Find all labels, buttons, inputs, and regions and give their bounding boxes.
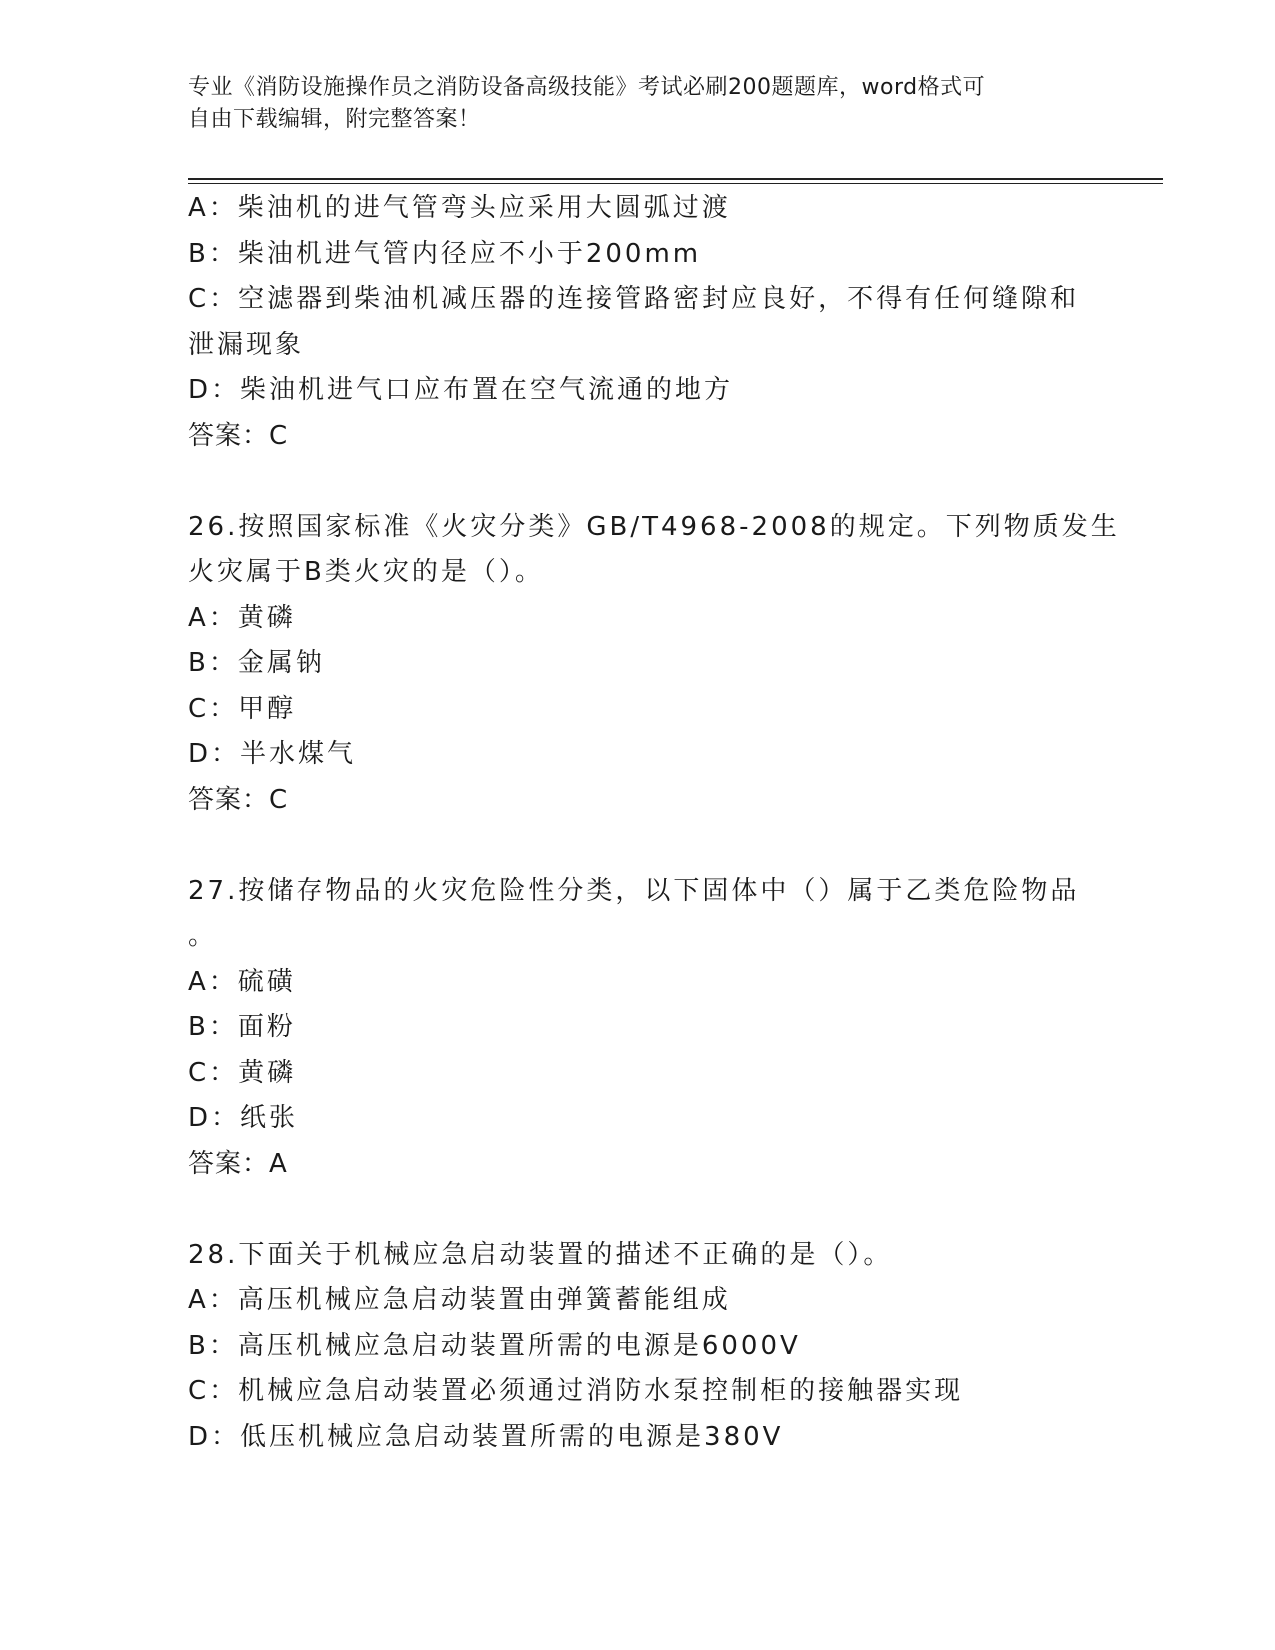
q27-stem-line-1: 27.按储存物品的火灾危险性分类，以下固体中（）属于乙类危险物品 [188,875,1080,906]
header-line-1: 专业《消防设施操作员之消防设备高级技能》考试必刷200题题库，word格式可 [188,75,986,100]
q27-option-d: D：纸张 [188,1103,299,1133]
q26-option-b: B：金属钠 [188,648,325,678]
q28-stem-line-1: 28.下面关于机械应急启动装置的描述不正确的是（）。 [188,1239,893,1270]
question-28-block [188,1233,1088,1461]
page-header [188,72,1068,136]
q26-option-a: A：黄磷 [188,602,296,633]
q25-option-a: A：柴油机的进气管弯头应采用大圆弧过渡 [188,193,731,223]
q27-option-c: C：黄磷 [188,1057,297,1088]
q25-answer: 答案：C [188,420,289,451]
q26-answer: 答案：C [188,784,289,815]
q27-option-a: A：硫磺 [188,966,296,997]
spacer [188,823,1088,869]
q25-option-c-line-2: 泄漏现象 [188,329,305,360]
q27-stem-line-2: 。 [188,921,218,951]
q28-option-d: D：低压机械应急启动装置所需的电源是380V [188,1421,784,1452]
q28-option-b: B：高压机械应急启动装置所需的电源是6000V [188,1330,801,1361]
q25-option-b: B：柴油机进气管内径应不小于200mm [188,238,702,269]
q28-option-a: A：高压机械应急启动装置由弹簧蓄能组成 [188,1285,731,1315]
question-27-block [188,869,1088,1188]
spacer [188,459,1088,505]
q26-option-d: D：半水煤气 [188,739,357,769]
spacer [188,1187,1088,1233]
question-26-block [188,505,1120,824]
q27-answer: 答案：A [188,1148,288,1179]
header-rule-thin [188,183,1163,184]
q25-option-d: D：柴油机进气口应布置在空气流通的地方 [188,375,734,405]
q26-option-c: C：甲醇 [188,693,297,724]
header-rule-thick [188,178,1163,180]
q28-option-c: C：机械应急启动装置必须通过消防水泵控制柜的接触器实现 [188,1376,964,1406]
question-25-block [188,186,1088,459]
q27-option-b: B：面粉 [188,1012,296,1042]
question-list [188,186,1120,1460]
q26-stem-line-1: 26.按照国家标准《火灾分类》GB/T4968-2008的规定。下列物质发生 [188,511,1120,542]
header-line-2: 自由下载编辑，附完整答案！ [188,107,481,132]
q25-option-c-line-1: C：空滤器到柴油机减压器的连接管路密封应良好，不得有任何缝隙和 [188,284,1080,314]
q26-stem-line-2: 火灾属于B类火灾的是（）。 [188,557,544,587]
